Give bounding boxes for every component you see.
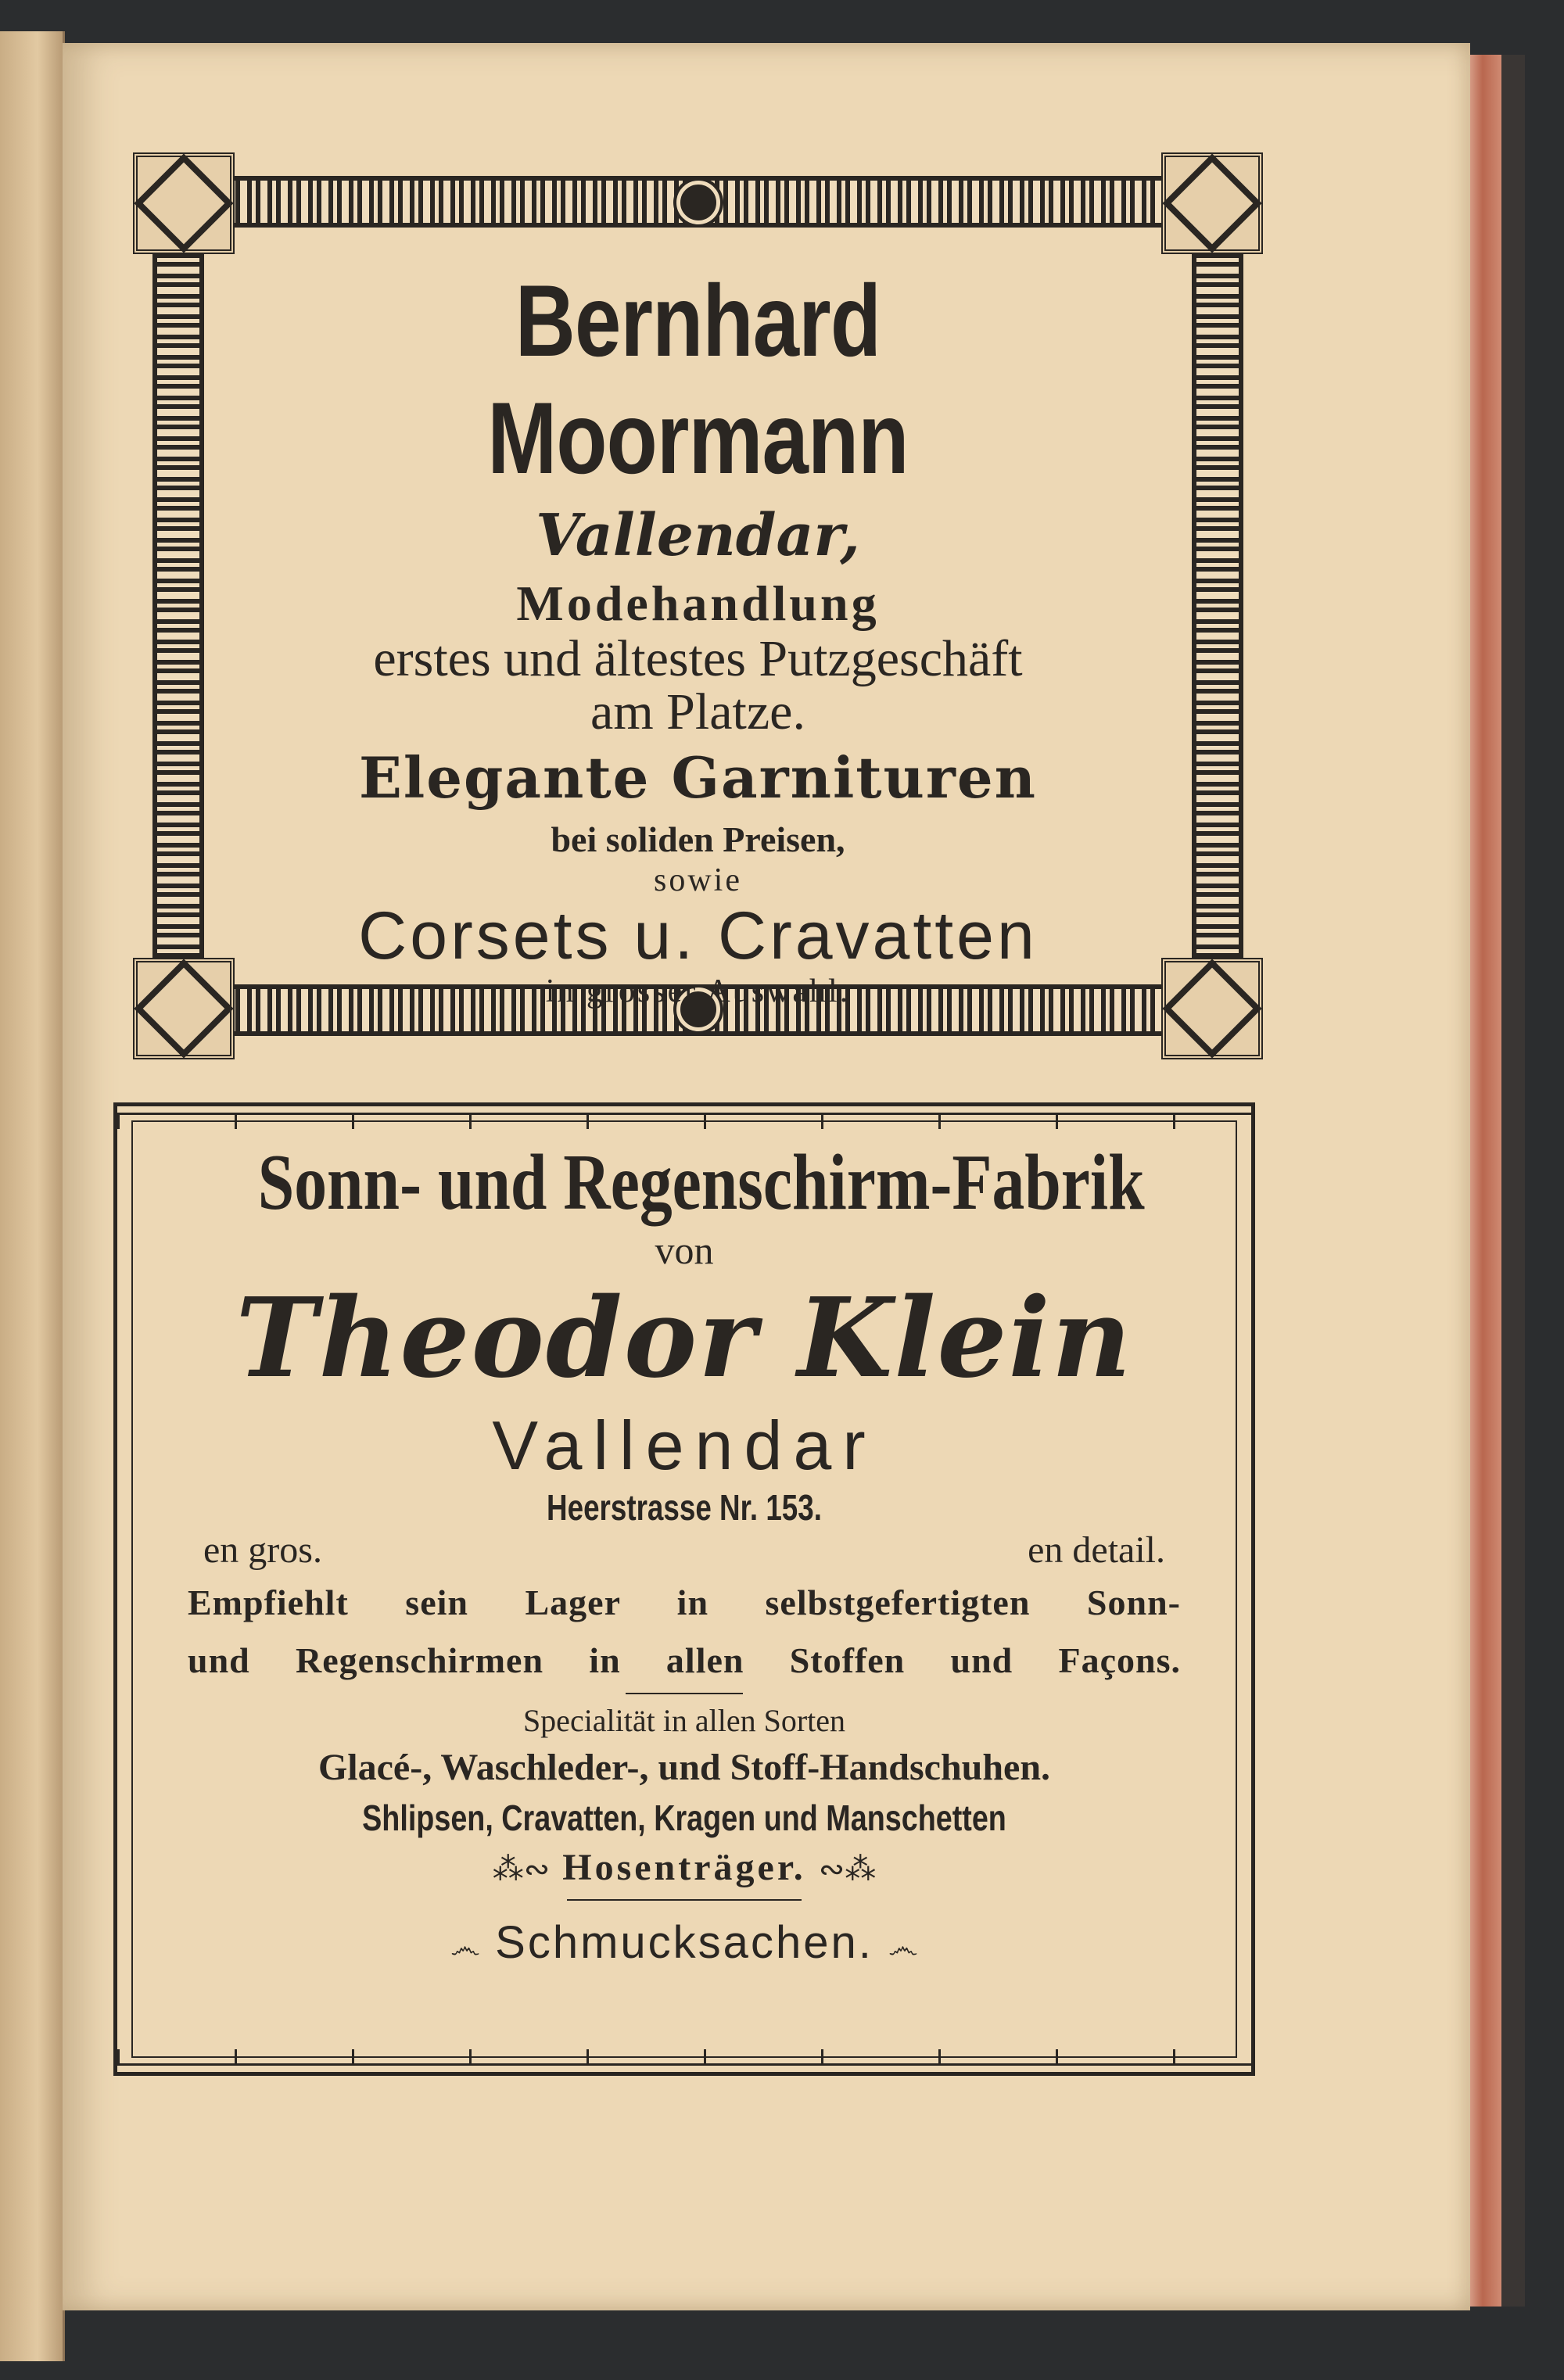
celtic-knot-icon	[1161, 958, 1263, 1059]
celtic-knot-icon	[1161, 152, 1263, 254]
ad2-text	[164, 1138, 1204, 2041]
description-line: am Platze.	[590, 683, 805, 740]
flourish-icon: ෴	[888, 1930, 918, 1966]
book-cover-edge	[1501, 55, 1525, 2307]
chain-border-bottom	[117, 2049, 1251, 2066]
advertisement-klein	[113, 1102, 1255, 2076]
medallion-icon	[676, 181, 720, 224]
ornament-icon: ⁂∾	[492, 1851, 551, 1887]
facing-page-edge	[0, 31, 65, 2361]
divider	[567, 1899, 802, 1901]
celtic-knot-icon	[133, 958, 235, 1059]
jewelry-text: Schmucksachen.	[495, 1917, 873, 1968]
jewelry-line	[164, 1905, 1204, 1985]
rope-border-left	[152, 254, 204, 958]
owner-name: Theodor Klein	[235, 1274, 1133, 1403]
description-line: erstes und ältestes Putzgeschäft	[373, 630, 1023, 687]
paragraph-line: Empfiehlt sein Lager in selbstgefertigten Sonn-	[188, 1582, 1181, 1622]
wholesale-label: en gros.	[203, 1529, 322, 1571]
street-address: Heerstrasse Nr. 153.	[547, 1487, 822, 1528]
rope-border-right	[1192, 254, 1243, 958]
ties-line: Shlipsen, Cravatten, Kragen und Manschetten	[362, 1798, 1006, 1838]
retail-label: en detail.	[1028, 1529, 1165, 1571]
town-name: Vallendar	[492, 1407, 877, 1484]
ornament-icon: ∾⁂	[818, 1851, 877, 1887]
divider	[626, 1693, 743, 1694]
paragraph-line: und Regenschirmen in allen Stoffen und Façons.	[188, 1640, 1181, 1680]
selection-line: in grosser Auswahl.	[545, 973, 851, 1009]
advertisement-moormann	[133, 152, 1263, 1059]
von-word: von	[655, 1228, 714, 1272]
price-line: bei soliden Preisen,	[551, 819, 845, 859]
chain-border-top	[117, 1113, 1251, 1129]
flourish-icon: ෴	[450, 1930, 481, 1966]
products-line: Corsets u. Cravatten	[358, 898, 1038, 973]
feature-line: Elegante Garnituren	[359, 744, 1037, 811]
celtic-knot-icon	[133, 152, 235, 254]
town-name: Vallendar,	[536, 502, 860, 569]
ad1-text	[227, 262, 1169, 1009]
trade-name: Modehandlung	[516, 575, 880, 631]
gloves-line: Glacé-, Waschleder-, und Stoff-Handschuhen.	[317, 1747, 1051, 1788]
connector-word: sowie	[654, 862, 742, 898]
factory-heading: Sonn- und Regenschirm-Fabrik	[257, 1138, 1145, 1227]
page-stack-edge	[1470, 55, 1501, 2307]
braces-line	[164, 1843, 1204, 1894]
braces-text: Hosenträger.	[562, 1847, 806, 1888]
company-name: Bernhard Moormann	[487, 263, 909, 495]
speciality-line: Specialität in allen Sorten	[522, 1703, 846, 1738]
sales-type-row	[164, 1529, 1204, 1572]
